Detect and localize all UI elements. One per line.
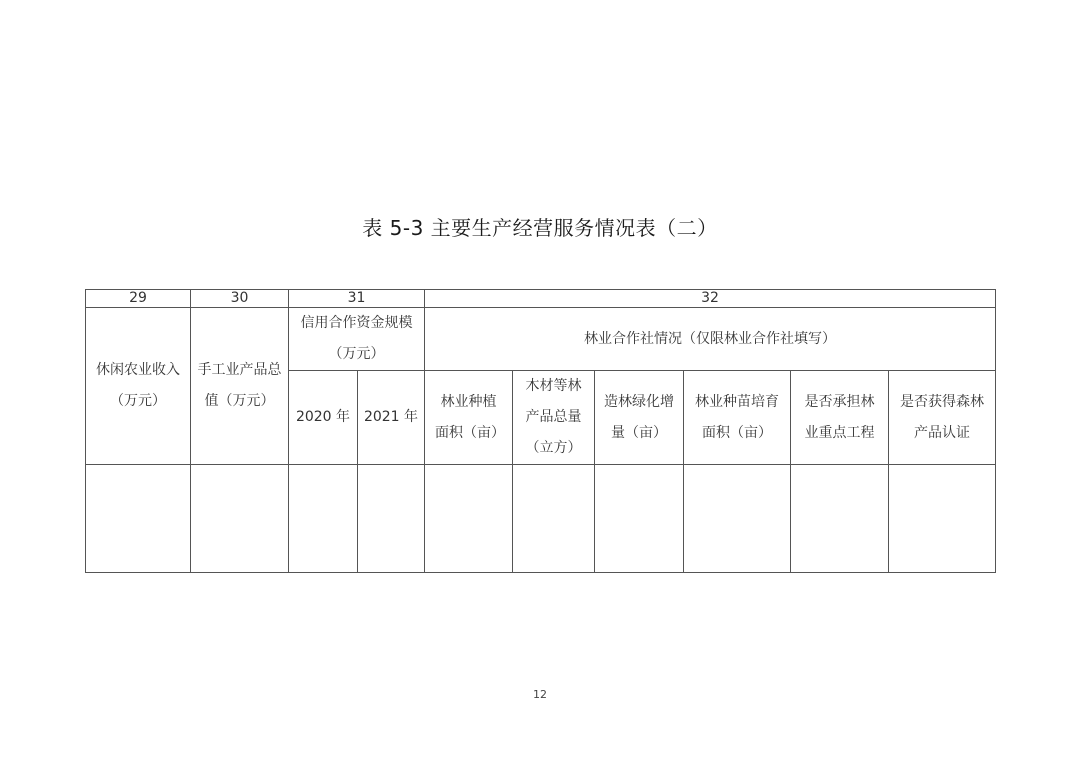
entry-cell (358, 465, 425, 573)
subheader-afforestation: 造林绿化增量（亩） (595, 371, 684, 465)
entry-cell (425, 465, 513, 573)
entry-cell (889, 465, 996, 573)
subheader-seedling-area: 林业种苗培育面积（亩） (684, 371, 791, 465)
subheader-certification: 是否获得森林产品认证 (889, 371, 996, 465)
subheader-key-project: 是否承担林业重点工程 (791, 371, 889, 465)
column-number-29: 29 (86, 290, 191, 308)
table-title: 表 5-3 主要生产经营服务情况表（二） (362, 216, 718, 240)
subheader-year-2021: 2021 年 (358, 371, 425, 465)
data-entry-row (86, 465, 996, 573)
subheader-planting-area: 林业种植面积（亩） (425, 371, 513, 465)
entry-cell (289, 465, 358, 573)
entry-cell (513, 465, 595, 573)
column-number-32: 32 (425, 290, 996, 308)
header-row (86, 308, 996, 371)
header-leisure-income: 休闲农业收入（万元） (86, 308, 191, 465)
entry-cell (791, 465, 889, 573)
header-forestry-coop: 林业合作社情况（仅限林业合作社填写） (425, 308, 996, 371)
entry-cell (684, 465, 791, 573)
entry-cell (595, 465, 684, 573)
column-number-30: 30 (191, 290, 289, 308)
header-credit-scale: 信用合作资金规模（万元） (289, 308, 425, 371)
header-handicraft-value: 手工业产品总值（万元） (191, 308, 289, 465)
entry-cell (191, 465, 289, 573)
subheader-timber-volume: 木材等林产品总量（立方） (513, 371, 595, 465)
entry-cell (86, 465, 191, 573)
page-number: 12 (533, 688, 547, 701)
column-number-31: 31 (289, 290, 425, 308)
service-table (85, 289, 996, 573)
column-number-row (86, 290, 996, 308)
subheader-year-2020: 2020 年 (289, 371, 358, 465)
